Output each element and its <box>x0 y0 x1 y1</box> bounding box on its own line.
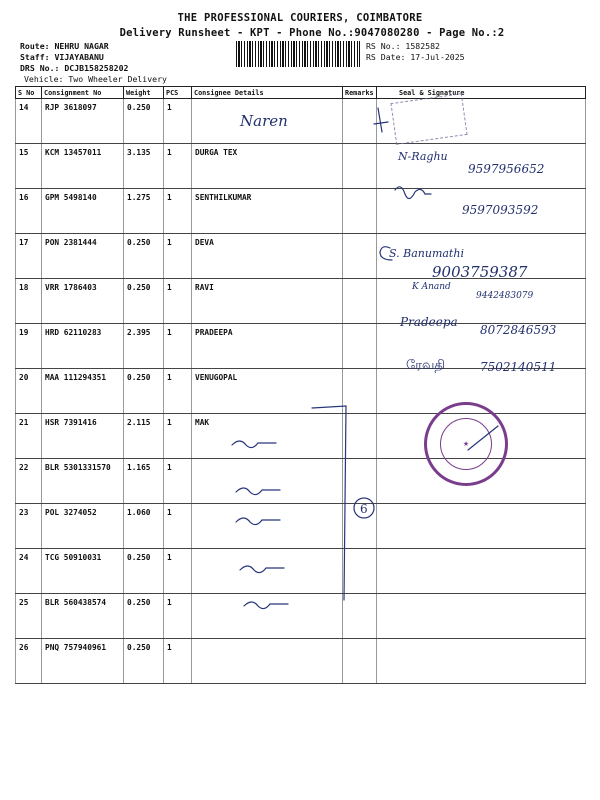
sno-cell: 14 <box>16 99 42 144</box>
pcs-cell: 1 <box>164 144 192 189</box>
pcs-cell: 1 <box>164 369 192 414</box>
company-title: THE PROFESSIONAL COURIERS, COIMBATORE <box>177 12 423 24</box>
consignee-cell: SENTHILKUMAR <box>192 189 343 234</box>
handwritten-name: K Anand <box>412 282 451 292</box>
weight-cell: 0.250 <box>124 279 164 324</box>
pcs-cell: 1 <box>164 189 192 234</box>
weight-cell: 2.395 <box>124 324 164 369</box>
consignment-cell: BLR 560438574 <box>42 594 124 639</box>
pcs-cell: 1 <box>164 234 192 279</box>
bracket-line <box>312 406 346 600</box>
dash-mark <box>232 441 276 448</box>
consignee-cell: VENUGOPAL <box>192 369 343 414</box>
consignee-cell: PRADEEPA <box>192 324 343 369</box>
sno-cell: 20 <box>16 369 42 414</box>
consignment-cell: PON 2381444 <box>42 234 124 279</box>
weight-cell: 0.250 <box>124 639 164 684</box>
sno-cell: 26 <box>16 639 42 684</box>
signature-scribble <box>395 187 431 199</box>
col-weight-header: Weight <box>124 87 164 99</box>
staff-label: Staff: VIJAYABANU <box>20 52 104 62</box>
weight-cell: 2.115 <box>124 414 164 459</box>
consignee-cell: RAVI <box>192 279 343 324</box>
sno-cell: 18 <box>16 279 42 324</box>
rs-number: RS No.: 1582582 <box>366 41 440 51</box>
consignment-cell: MAA 111294351 <box>42 369 124 414</box>
sno-cell: 21 <box>16 414 42 459</box>
handwritten-phone: 8072846593 <box>480 323 557 337</box>
pcs-cell: 1 <box>164 459 192 504</box>
pcs-cell: 1 <box>164 99 192 144</box>
weight-cell: 3.135 <box>124 144 164 189</box>
consignment-cell: KCM 13457011 <box>42 144 124 189</box>
handwritten-name: Naren <box>240 112 288 130</box>
handwritten-name: S. Banumathi <box>389 247 464 260</box>
handwritten-signature: N-Raghu <box>398 150 448 163</box>
pcs-cell: 1 <box>164 549 192 594</box>
dash-mark <box>240 566 284 573</box>
pcs-cell: 1 <box>164 639 192 684</box>
consignment-cell: GPM 5498140 <box>42 189 124 234</box>
handwritten-phone: 9597093592 <box>462 203 539 217</box>
col-signature-header: Seal & Signature <box>377 87 586 99</box>
weight-cell: 0.250 <box>124 369 164 414</box>
sno-cell: 25 <box>16 594 42 639</box>
seal-inner-ring: ★ <box>440 418 492 470</box>
pcs-cell: 1 <box>164 414 192 459</box>
pcs-cell: 1 <box>164 279 192 324</box>
signature-scribble <box>380 247 392 260</box>
check-mark <box>374 108 388 132</box>
pcs-cell: 1 <box>164 504 192 549</box>
consignment-cell: PNQ 757940961 <box>42 639 124 684</box>
rs-date: RS Date: 17-Jul-2025 <box>366 52 465 62</box>
sno-cell: 24 <box>16 549 42 594</box>
weight-cell: 1.165 <box>124 459 164 504</box>
route-label: Route: NEHRU NAGAR <box>20 41 109 51</box>
consignment-cell: BLR 5301331570 <box>42 459 124 504</box>
consignee-cell: MAK <box>192 414 343 459</box>
dash-mark <box>244 602 288 609</box>
pcs-cell: 1 <box>164 594 192 639</box>
consignment-cell: POL 3274052 <box>42 504 124 549</box>
weight-cell: 0.250 <box>124 594 164 639</box>
sno-cell: 22 <box>16 459 42 504</box>
handwritten-phone: 9597956652 <box>468 162 545 176</box>
handwritten-signature: ரேவதி <box>406 358 446 373</box>
handwritten-phone: 7502140511 <box>480 360 557 374</box>
weight-cell: 0.250 <box>124 549 164 594</box>
consignment-cell: RJP 3618097 <box>42 99 124 144</box>
consignment-cell: TCG 50910031 <box>42 549 124 594</box>
runsheet-title: Delivery Runsheet - KPT - Phone No.:9047080280 - Page No.:2 <box>119 27 505 39</box>
sno-cell: 19 <box>16 324 42 369</box>
handwritten-signature: Pradeepa <box>400 315 458 329</box>
seal-tick <box>468 426 498 450</box>
weight-cell: 1.275 <box>124 189 164 234</box>
consignment-cell: HSR 7391416 <box>42 414 124 459</box>
col-sno-header: S No <box>16 87 42 99</box>
weight-cell: 0.250 <box>124 234 164 279</box>
col-pcs-header: PCS <box>164 87 192 99</box>
sno-cell: 15 <box>16 144 42 189</box>
dash-mark <box>236 488 280 495</box>
handwritten-phone: 9003759387 <box>432 263 528 281</box>
col-consignee-header: Consignee Details <box>192 87 343 99</box>
consignee-cell: DEVA <box>192 234 343 279</box>
weight-cell: 0.250 <box>124 99 164 144</box>
sno-cell: 16 <box>16 189 42 234</box>
weight-cell: 1.060 <box>124 504 164 549</box>
handwritten-phone: 9442483079 <box>476 291 534 301</box>
consignment-cell: HRD 62110283 <box>42 324 124 369</box>
circled-number: 6 <box>360 502 368 516</box>
col-consignment-header: Consignment No <box>42 87 124 99</box>
sno-cell: 17 <box>16 234 42 279</box>
sno-cell: 23 <box>16 504 42 549</box>
consignment-cell: VRR 1786403 <box>42 279 124 324</box>
drs-number: DRS No.: DCJB158258202 <box>20 63 129 73</box>
consignee-cell: DURGA TEX <box>192 144 343 189</box>
dash-mark <box>236 518 280 525</box>
pcs-cell: 1 <box>164 324 192 369</box>
vehicle-label: Vehicle: Two Wheeler Delivery <box>24 74 167 84</box>
col-remarks-header: Remarks <box>343 87 377 99</box>
